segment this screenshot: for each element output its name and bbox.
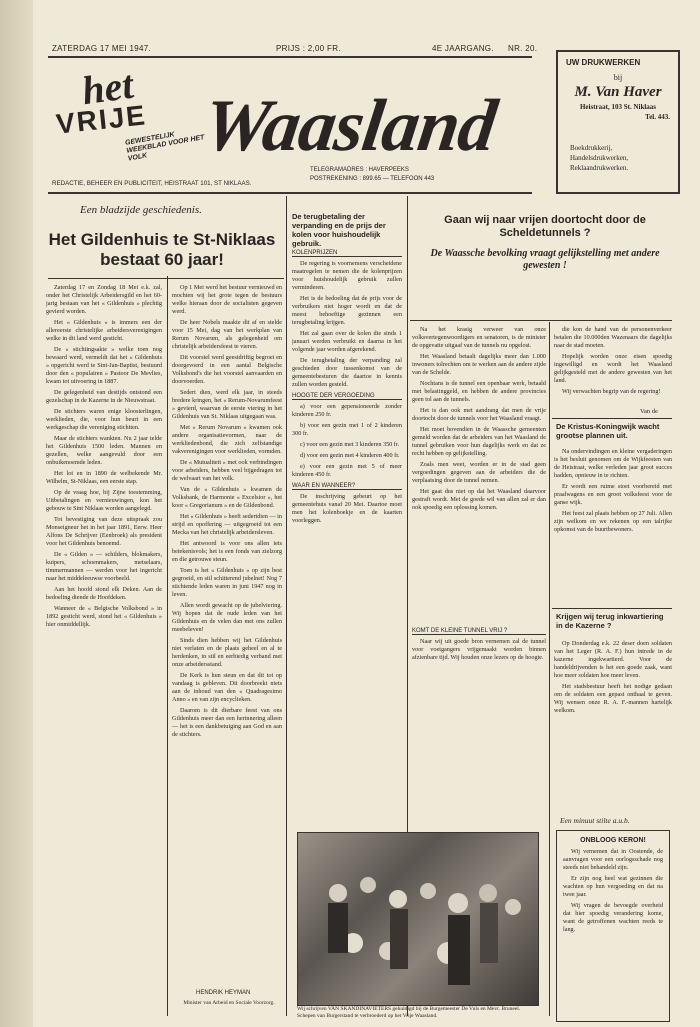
column-rule xyxy=(286,196,287,1016)
page-fold-shadow xyxy=(0,0,33,1027)
paragraph: Hopelijk worden onze eisen spoedig ingewilligd en wordt het Waasland gelijkgesteld met de andere gewesten van het land. xyxy=(554,353,672,384)
right-headline: Gaan wij naar vrijen doortocht door de Scheldetunnels ? xyxy=(444,214,646,239)
section-rule xyxy=(552,608,672,609)
subheading: KOLENPRIJZEN xyxy=(292,250,402,257)
ad-box xyxy=(556,50,680,194)
list-item: e) voor een gezin met 5 of meer kinderen 450 fr. xyxy=(292,463,402,478)
paragraph: Maar de stichters wankten. Nu 2 jaar telde het Gildenhuis 1500 leden. Mannen en gezellen, welke aangevuld door een onbuikenoemde leden. xyxy=(46,435,162,466)
paragraph: De « Mutualiteit » met ook verbindingen voor arbeiders, hebben veel bijgedragen tot de welvaart van het volk. xyxy=(172,459,282,482)
ad-bij: bij xyxy=(613,73,623,82)
paragraph: De Kerk is hun steun en dat dit tot op vandaag is gebleven. Dit doorbreekt niets aan de inhoud van den « Quadragesimo Anno » en van zijn encyclieken. xyxy=(172,672,282,703)
paragraph: Het is de bedoeling dat de prijs voor de verbruikers niet hoger wordt en dat de meest behoeftige gezinnen een terugbetaling krijgen. xyxy=(292,295,402,326)
title-tagline: GEWESTELIJK WEEKBLAD VOOR HET VOLK xyxy=(124,131,205,163)
paragraph: Tot bevestiging van deze uitspraak zou Monseigneur het in het jaar 1891, Eerw. Heer Alfons De Schrijver (Eenbroek) als president voor het Gildenhuis benoemd. xyxy=(46,516,162,547)
paragraph: Het « Gildenhuis » is immers een der allereerste christelijke arbeidersverenigingen welke in dit land werd gesticht. xyxy=(46,319,162,342)
paragraph: Aan het hoofd stond elk Deken. Aan de bedoeling diende de Hoofdeken. xyxy=(46,586,162,601)
paragraph: die kon de hand van de personenverkeer betalen die 10.000den Wazenaars die dagelijks naar de stad moeten. xyxy=(554,326,672,349)
paragraph: Het stadsbestuur heeft het nodige gedaan om de soldaten een gepast onthaal te geven. Wij wensen onze R. A. F.-mannen hartelijk welkom. xyxy=(554,683,672,714)
paragraph: Daarom is dit dierbare feest van ons Gildenhuis meer dan een herinnering alleen — het is een dankbetuiging aan God en aan de stichters. xyxy=(172,707,282,738)
right-column-2 xyxy=(554,326,672,410)
issue-date: ZATERDAG 17 MEI 1947. xyxy=(52,44,152,53)
telegram-address: TELEGRAMADRES : HAVERPEEKS xyxy=(310,167,409,173)
paragraph: Zaterdag 17 en Zondag 18 Mei e.k. zal, onder het Christelijk Arbeidersgild en het 60-jarig bestaan van het « Gildenhuis » plechtig gevierd worden. xyxy=(46,284,162,315)
paragraph: Van de « Gildenhuis » kwamen de Volksbank, de Harmonie « Excelsior », het koor « Gregorianum » en de Gildenbond. xyxy=(172,486,282,509)
paragraph: Het Waasland betaalt dagelijks meer dan 1.000 inwoners tolrechten om te werken aan de andere zijde van de Schelde. xyxy=(412,353,546,376)
issue-volume: 4E JAARGANG. xyxy=(432,44,494,53)
photo-caption: Wij schrijven VAN SKANDINAVIETERS gehuldigd bij de Burgemeester De Vuls en Mevr. Bruneel. Schepen van Burgerstand te verbroederd op het Vrije Waasland. xyxy=(297,1006,521,1019)
paragraph: De heer Nobels maakte dit af en stelde voor 15 Mei, dag van het werkplan van Rerum Novarum, als gelegenheid om christelijk arbeidersfeest te vieren. xyxy=(172,319,282,350)
box-title: ONBLOOG KERON! xyxy=(580,837,646,844)
paragraph: Allen wordt gewacht op de jubelviering. Wij hopen dat de oude leden van het Gildenhuis en de velen dan met ons zullen meebeleven! xyxy=(172,602,282,633)
right-kicker: De Waassche bevolking vraagt gelijkstelling met andere gewesten ! xyxy=(430,248,660,271)
paragraph: Het feest zal plaats hebben op 27 Juli. Allen zijn welkom en we rekenen op een talrijke opkomst van de buurtbewoners. xyxy=(554,510,672,533)
postal-account: POSTREKENING : 899.65 — TELEFOON 443 xyxy=(310,176,435,182)
ad-line: Handelsdrukwerken, xyxy=(570,154,629,162)
ad-address: Heistraat, 103 St. Niklaas xyxy=(579,103,657,111)
ad-line: Reklaandrukwerken. xyxy=(570,164,629,172)
section-rule xyxy=(552,418,672,419)
lead-headline: Het Gildenhuis te St-Niklaas bestaat 60 jaar! xyxy=(48,230,276,269)
paragraph: Sinds dien hebben wij het Gildenhuis niet verlaten en de plaats geheel en al te herdenken, in stil en eerbiedig verband met onze arbeidersstand. xyxy=(172,637,282,668)
lead-column-2 xyxy=(172,284,282,984)
title-vrije: VRIJE xyxy=(54,99,149,140)
paragraph: Zoals men weet, worden er in de stad geen vergoedingen gegeven aan de arbeiders die de verplaatsing door de tunnel nemen. xyxy=(412,461,546,484)
title-het: het xyxy=(79,61,137,114)
lead-signature-sub: Minister van Arbeid en Sociale Voorzorg. xyxy=(183,1000,275,1006)
paragraph: Toen is het « Gildenhuis » op zijn best gegroeid, en stil schitterend jubelnet! Nog 7 stichtende leden waren in juni 1947 nog in leven. xyxy=(172,567,282,598)
subheading: WAAR EN WANNEER? xyxy=(292,483,402,490)
lead-kicker: Een bladzijde geschiedenis. xyxy=(80,204,202,216)
middle-column xyxy=(292,246,402,624)
paragraph: Wij verwachten begrip van de regering! xyxy=(562,388,661,395)
crowd-photo xyxy=(297,832,539,1006)
right-headline-rule xyxy=(410,320,672,321)
paragraph: De inschrijving gebeurt op het gemeentehuis vanaf 20 Mei. Daartoe moet men het kolenboekje en de kaarten voorleggen. xyxy=(292,493,402,524)
editorial-address: REDACTIE, BEHEER EN PUBLICITEIT, HEISTRAAT 101, ST NIKLAAS. xyxy=(52,180,252,187)
subheading: KOMT DE KLEINE TUNNEL VRIJ ? xyxy=(412,628,546,635)
paragraph: Het zal gaan over de kolen die sinds 1 januari werden verbruikt en daarna in het volgende jaar worden afgerekend. xyxy=(292,330,402,353)
paragraph: Nochtans is de tunnel een openbaar werk, betaald met belastinggeld, en hebben de andere provincies geen tol aan de tunnels. xyxy=(412,380,546,403)
ad-tel: Tel. 443. xyxy=(645,113,670,121)
paragraph: Op Donderdag e.k. 22 deser doen soldaten van het Leger (R. A. F.) hun intrede in de kazerne ingekwartierd. Voor de handeldrijvenden is het een goede zaak, want hoe meer soldaten hoe meer leven. xyxy=(554,640,672,679)
paragraph: Op 1 Mei werd het bestuur vernieuwd en mochten wij het grote tegen de bestuurs welke hieraan door de socialisten gegeven werd. xyxy=(172,284,282,315)
column-rule xyxy=(549,322,550,1016)
issue-number: NR. 20. xyxy=(508,44,538,53)
paragraph: Wanneer de « Belgische Volksbond » in 1892 gesticht werd, stond het « Gildenhuis » hier onmiddellijk. xyxy=(46,605,162,628)
paragraph: Dit voorstel werd geestdriftig begroet en doorgevoerd in een aantal Belgische Volksbond's die het voorstel aanvaarden en doorvoerden. xyxy=(172,354,282,385)
list-item: d) voor een gezin met 4 kinderen 400 fr. xyxy=(300,452,400,459)
paragraph: Naar wij uit goede bron vernemen zal de tunnel voor voetgangers vrijgemaakt worden binnen afzienbare tijd. Wij houden onze lezers op de hoogte. xyxy=(412,638,546,661)
ad-title: UW DRUKWERKEN xyxy=(566,58,641,67)
kazerne-headline: Krijgen wij terug inkwartiering in de Kazerne ? xyxy=(556,612,664,630)
list-item: b) voor een gezin met 1 of 2 kinderen 300 fr. xyxy=(292,422,402,437)
paragraph: Het moet bovendien in de Waassche gemeenten gemeld worden dat de arbeiders van het Waasland de tunnel gebruiken voor hun dagelijks werk en dat ze recht hebben op gelijkstelling. xyxy=(412,426,546,457)
paragraph: Er wordt een ruime stoet voorbereid met praalwagens en een groot volksfeest voor de ganse wijk. xyxy=(554,483,672,506)
paragraph: Er zijn nog heel wat gezinnen die wachten op hun vergoeding en dat na twee jaar. xyxy=(563,875,663,898)
tunnel-section xyxy=(412,624,546,824)
masthead-bottom-rule xyxy=(48,192,532,194)
ad-line: Boekdrukkerij, xyxy=(570,144,613,152)
paragraph: Sedert dien, werd elk jaar, in steeds bredere kringen, het « Rerum-Novarumfeest » gevierd, waarvan de eerste viering in het Gildenhuis van St. Niklaas uitgegaan was. xyxy=(172,389,282,420)
minute-silence: Een minuut stilte a.u.b. xyxy=(560,816,630,825)
kristus-column xyxy=(554,448,672,608)
list-item: a) voor een gepensioneerde zonder kinderen 250 fr. xyxy=(292,403,402,418)
title-waasland: Waasland xyxy=(198,85,501,167)
top-rule xyxy=(48,56,532,58)
middle-headline: De terugbetaling der verpanding en de prijs der kolen voor huishoudelijk gebruik. xyxy=(292,212,386,248)
paragraph: Het is dan ook met aandrang dat men de vrije doortocht door de tunnels voor het Waasland vraagt. xyxy=(412,407,546,422)
paragraph: Na ondervindingen en kleine vergaderingen is het besluit genomen om de Wijkfeesten van de Heistraat, welke verleden jaar groot succes hadden, opnieuw in te richten. xyxy=(554,448,672,479)
lead-signature: HENDRIK HEYMAN xyxy=(196,990,251,996)
issue-price: PRIJS : 2,00 FR. xyxy=(276,44,341,53)
paragraph: Na het krasig verweer van onze volksvertegenwoordigers en senatoren, is de minister de opgevatte uitgaaf van de tunnels nu opgelost. xyxy=(412,326,546,349)
paragraph: De « stichtingsakte » welke toen nog bewaard werd, vermeldt dat het « Gildenhuis » opgericht werd te Sint-Jan-Baptist, bestuurd door den « populairen » Pastoor De Mevlies, kwam tot uitvoering in 1887. xyxy=(46,346,162,385)
paragraph: De regering is voornemens verscheidene maatregelen te nemen die de kolenprijzen voor huishoudelijk gebruik zullen verminderen. xyxy=(292,260,402,291)
paragraph: De stichters waren enige kloosterlingen, werklieden, die, voor hun beurt in een werkgeschap die vereniging stichtten. xyxy=(46,408,162,431)
paragraph: Op de vraag hoe, bij Zijne toestemming, Uitbetalingen en vernieuwingen, kon het gebouw te Sint Niklaas worden aangelegd. xyxy=(46,489,162,512)
kristus-headline: De Kristus-Koningwijk wacht grootse plannen uit. xyxy=(556,422,660,440)
subheading: HOOGTE DER VERGOEDING xyxy=(292,393,402,400)
paragraph: De gelegenheid van destijds ontstond een gezelschap in de Kazerne in de Nieuwstraat. xyxy=(46,389,162,404)
paragraph: Het gaat dus niet op dat het Waasland daarvoor gestraft wordt. Met de goede wil van allen zal er dan ook spoedig een oplossing komen. xyxy=(412,488,546,511)
right-signoff: Van de xyxy=(640,408,658,415)
lead-column-1 xyxy=(46,284,162,1022)
paragraph: Met « Rerum Novarum » kwamen ook andere organisatievormen, naar de werkliedenbond, die zich zelfstandige vakverenigingen voor werklieden, vormden. xyxy=(172,424,282,455)
ad-name: M. Van Haver xyxy=(574,84,662,100)
paragraph: Het antwoord is voor ons allen iets betekenisvols; het is een fonds van zielzorg en die getrouwe steun. xyxy=(172,540,282,563)
paragraph: Het « Gildenhuis » heeft sedertdien — in strijd en opoffering — uitgegroeid tot een Mecka van het christelijk arbeidersleven. xyxy=(172,513,282,536)
onbloog-box xyxy=(556,830,670,1022)
list-item: c) voor een gezin met 3 kinderen 350 fr. xyxy=(300,441,400,448)
paragraph: Het lot en in 1890 de welbekende Mr. Wilhelm, St-Niklaas, een eerste stap. xyxy=(46,470,162,485)
right-column-1 xyxy=(412,326,546,621)
kazerne-column xyxy=(554,640,672,812)
paragraph: Wij vernemen dat in Oostende, de aanvragen voor een oorlogsschade nog steeds niet behandeld zijn. xyxy=(563,848,663,871)
paragraph: Wij vragen de bevoegde overheid dat hier spoedig verandering kome, want de getroffenen wachten reeds te lang. xyxy=(563,902,663,933)
photo-figures xyxy=(298,833,538,1005)
paragraph: De « Gilden » — schilders, blokmakers, kuipers, schoenmakers, metselaars, timmermannen — werden voor het ingericht naar het middeleeuwse voorbeeld. xyxy=(46,551,162,582)
paragraph: De terugbetaling der verpanding zal geschieden door tussenkomst van de gemeentebesturen die daartoe in kennis zullen worden gesteld. xyxy=(292,357,402,388)
headline-rule xyxy=(48,278,284,279)
ad-lines xyxy=(570,143,678,173)
column-rule xyxy=(167,276,168,1016)
